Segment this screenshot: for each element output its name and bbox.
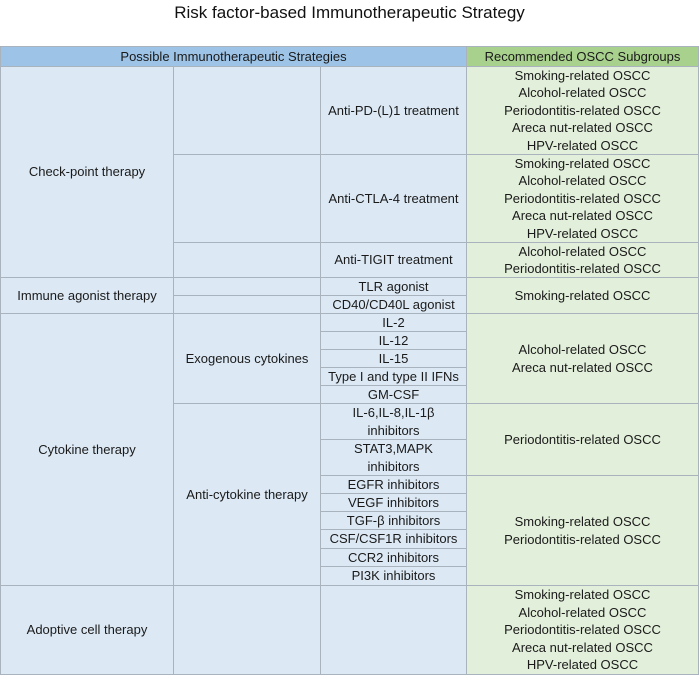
subgroup-item: Areca nut-related OSCC xyxy=(512,208,653,224)
anti-cytokine-label: Anti-cytokine therapy xyxy=(174,404,321,586)
subgroup-item: Periodontitis-related OSCC xyxy=(504,190,661,206)
empty-cell xyxy=(174,296,321,314)
subgroups-anti-cytokine-group1 xyxy=(467,404,699,476)
subgroups-anti-pd-l1 xyxy=(467,67,699,155)
subgroup-item: HPV-related OSCC xyxy=(526,137,639,153)
subgroup-item: Periodontitis-related OSCC xyxy=(504,261,661,276)
subgroups-anti-tigit xyxy=(467,243,699,278)
subgroups-anti-ctla4 xyxy=(467,155,699,243)
treatment-anti-pd-l1: Anti-PD-(L)1 treatment xyxy=(321,67,467,155)
cytokine-label: Cytokine therapy xyxy=(0,314,174,586)
treatment-cd40-agonist: CD40/CD40L agonist xyxy=(321,296,467,314)
treatment-il2: IL-2 xyxy=(321,314,467,332)
empty-cell xyxy=(174,243,321,278)
treatment-il6-il8-il1b-inhibitors: IL-6,IL-8,IL-1β inhibitors xyxy=(321,404,467,440)
treatment-il12: IL-12 xyxy=(321,332,467,350)
treatment-il15: IL-15 xyxy=(321,350,467,368)
subgroup-item: Periodontitis-related OSCC xyxy=(504,102,661,118)
treatment-vegf-inhibitors: VEGF inhibitors xyxy=(321,494,467,512)
agonist-label: Immune agonist therapy xyxy=(0,278,174,314)
subgroup-item: Periodontitis-related OSCC xyxy=(504,431,661,447)
subgroup-item: Alcohol-related OSCC xyxy=(518,342,647,357)
figure-title: Risk factor-based Immunotherapeutic Strategy xyxy=(174,3,525,22)
empty-cell xyxy=(174,67,321,155)
subgroup-item: Alcohol-related OSCC xyxy=(518,243,647,259)
subgroups-agonist xyxy=(467,278,699,314)
treatment-egfr-inhibitors: EGFR inhibitors xyxy=(321,476,467,494)
subgroup-item: HPV-related OSCC xyxy=(526,657,639,673)
treatment-ifns: Type I and type II IFNs xyxy=(321,368,467,386)
subgroup-item: Areca nut-related OSCC xyxy=(512,359,653,375)
subgroup-item: HPV-related OSCC xyxy=(526,225,639,241)
empty-cell xyxy=(174,586,321,675)
treatment-tlr-agonist: TLR agonist xyxy=(321,278,467,296)
subgroup-item: Alcohol-related OSCC xyxy=(518,173,647,189)
adoptive-label: Adoptive cell therapy xyxy=(0,586,174,675)
subgroups-exogenous xyxy=(467,314,699,404)
treatment-gm-csf: GM-CSF xyxy=(321,386,467,404)
exogenous-label: Exogenous cytokines xyxy=(174,314,321,404)
treatment-csf-csf1r-inhibitors: CSF/CSF1R inhibitors xyxy=(321,530,467,549)
header-subgroups: Recommended OSCC Subgroups xyxy=(467,46,699,67)
subgroup-item: Areca nut-related OSCC xyxy=(512,639,653,655)
subgroup-item: Smoking-related OSCC xyxy=(514,587,651,603)
treatment-stat3-mapk-inhibitors: STAT3,MAPK inhibitors xyxy=(321,440,467,476)
treatment-tgfb-inhibitors: TGF-β inhibitors xyxy=(321,512,467,530)
subgroups-adoptive xyxy=(467,586,699,675)
subgroup-item: Smoking-related OSCC xyxy=(514,514,651,529)
treatment-anti-tigit: Anti-TIGIT treatment xyxy=(321,243,467,278)
subgroup-item: Smoking-related OSCC xyxy=(514,155,651,171)
header-strategies: Possible Immunotherapeutic Strategies xyxy=(0,46,467,67)
subgroup-item: Periodontitis-related OSCC xyxy=(504,622,661,638)
subgroups-anti-cytokine-group2 xyxy=(467,476,699,586)
subgroup-item: Smoking-related OSCC xyxy=(514,67,651,83)
subgroup-item: Alcohol-related OSCC xyxy=(518,85,647,101)
subgroup-item: Areca nut-related OSCC xyxy=(512,120,653,136)
empty-cell xyxy=(321,586,467,675)
treatment-ccr2-inhibitors: CCR2 inhibitors xyxy=(321,549,467,567)
subgroup-item: Periodontitis-related OSCC xyxy=(504,531,661,547)
subgroup-item: Alcohol-related OSCC xyxy=(518,604,647,620)
empty-cell xyxy=(174,278,321,296)
treatment-anti-ctla4: Anti-CTLA-4 treatment xyxy=(321,155,467,243)
subgroup-item: Smoking-related OSCC xyxy=(514,287,651,303)
checkpoint-label: Check-point therapy xyxy=(0,67,174,278)
empty-cell xyxy=(174,155,321,243)
treatment-pi3k-inhibitors: PI3K inhibitors xyxy=(321,567,467,586)
